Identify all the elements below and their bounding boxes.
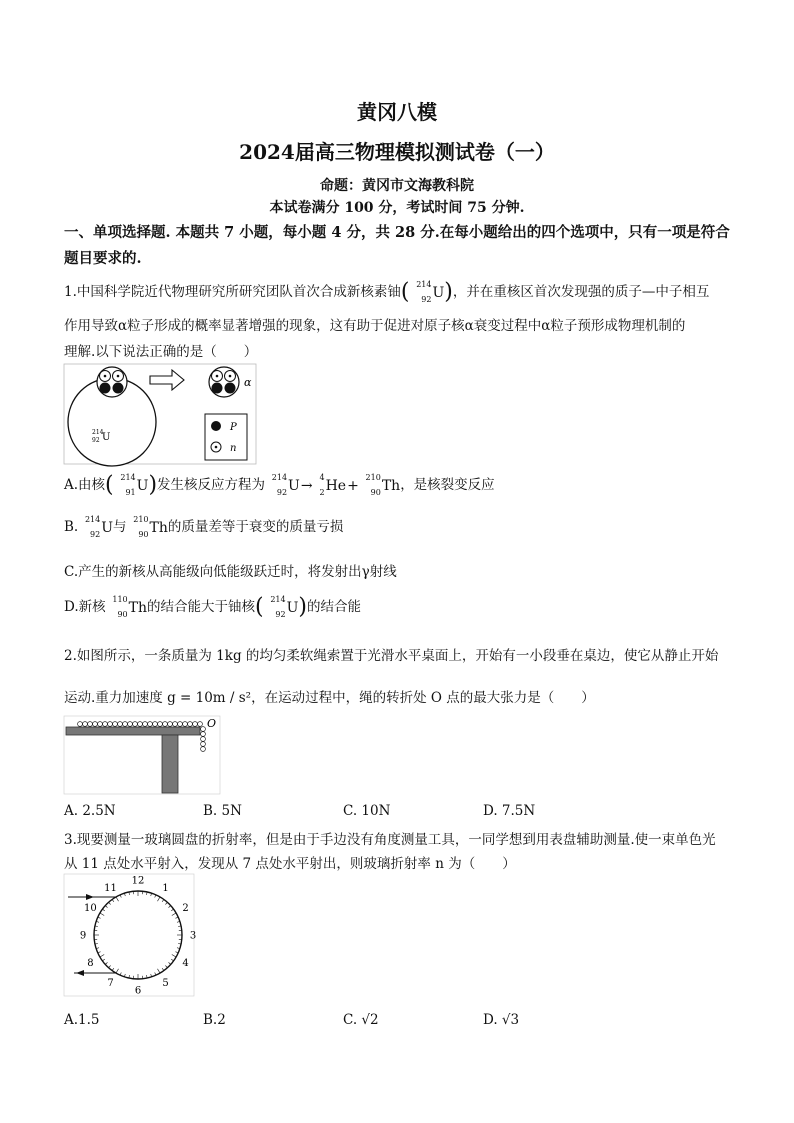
clock-tick xyxy=(172,913,176,916)
q1-stem-a: 1.中国科学院近代物理研究所研究团队首次合成新核素铀 xyxy=(64,284,401,300)
q2-option-c[interactable]: C. 10N xyxy=(343,803,391,819)
q3-option-b[interactable]: B.2 xyxy=(203,1012,226,1028)
exam-author: 命题：黄冈市文海教科院 xyxy=(320,178,474,194)
q1-stem-line1: 1.中国科学院近代物理研究所研究团队首次合成新核素铀( 214 92 U)，并在重核区首次发现强的质子—中子相互 xyxy=(64,279,710,305)
q3-clock-figure xyxy=(64,874,197,997)
exam-series-title: 黄冈八模 xyxy=(357,100,437,124)
q2-fig-label-o: O xyxy=(207,717,217,730)
q1-fig-symbol: U xyxy=(102,432,111,443)
q3-stem-b: 从 11 点处水平射入，发现从 7 点处水平射出，则玻璃折射率 n 为（ ） xyxy=(64,856,516,872)
arrow-icon xyxy=(150,370,184,390)
q1-legend-n: n xyxy=(230,443,237,454)
glass-disk xyxy=(94,891,182,979)
incident-arrow-icon xyxy=(86,894,94,900)
clock-tick xyxy=(172,955,176,958)
clock-num-5: 5 xyxy=(162,978,169,990)
exam-title: 2024届高三物理模拟测试卷（一） xyxy=(239,140,555,164)
exam-score-info: 本试卷满分 100 分，考试时间 75 分钟. xyxy=(269,200,525,216)
clock-tick xyxy=(116,897,119,901)
q1-legend-p: P xyxy=(230,422,237,433)
q2-option-a[interactable]: A. 2.5N xyxy=(64,803,116,819)
q1-option-a[interactable]: A.由核( 214 91 U)发生核反应方程为 214 92 U→ 4 2 He+ 210 90 Th，是核裂变反应 xyxy=(64,472,495,498)
q3-stem-a: 3.现要测量一玻璃圆盘的折射率，但是由于手边没有角度测量工具，一同学想到用表盘辅助测量.使一束单色光 xyxy=(64,832,716,848)
clock-num-6: 6 xyxy=(134,985,142,997)
clock-num-4: 4 xyxy=(182,958,189,969)
q1-nucleus-figure xyxy=(64,364,256,464)
q1-fig-mass: 214 xyxy=(92,429,104,436)
clock-tick xyxy=(158,969,161,973)
clock-num-2: 2 xyxy=(182,903,189,914)
q3-option-d[interactable]: D. √3 xyxy=(483,1012,520,1028)
q1-nuclide: 214 92 xyxy=(416,279,432,304)
clock-num-7: 7 xyxy=(107,978,114,990)
clock-tick xyxy=(100,955,104,958)
q1-fig-charge: 92 xyxy=(92,437,100,444)
proton-icon xyxy=(211,421,221,431)
q1-option-b[interactable]: B. 214 92 U与 210 90 Th的质量差等于衰变的质量亏损 xyxy=(64,514,344,539)
clock-tick xyxy=(100,913,104,916)
q2-option-d[interactable]: D. 7.5N xyxy=(483,803,536,819)
section-heading: 一、单项选择题. 本题共 7 小题，每小题 4 分，共 28 分.在每小题给出的四个选项中，只有一项是符合题目要求的. xyxy=(64,224,730,267)
q3-option-a[interactable]: A.1.5 xyxy=(64,1012,100,1028)
clock-num-12: 12 xyxy=(131,875,145,887)
clock-tick xyxy=(116,969,119,973)
q1-option-c[interactable]: C.产生的新核从高能级向低能级跃迁时，将发射出γ射线 xyxy=(64,564,397,580)
clock-num-9: 9 xyxy=(79,930,87,942)
exit-arrow-icon xyxy=(76,970,84,976)
q2-stem-b: 运动.重力加速度 g = 10m / s²，在运动过程中，绳的转折处 O 点的最大张力是（ ） xyxy=(64,690,595,706)
q2-stem-a: 2.如图所示，一条质量为 1kg 的均匀柔软绳索置于光滑水平桌面上，开始有一小段垂在桌边，使它从静止开始 xyxy=(64,648,719,664)
clock-num-3: 3 xyxy=(189,930,197,942)
q2-table-rope-figure xyxy=(64,716,220,794)
clock-num-10: 10 xyxy=(84,903,97,914)
clock-num-11: 11 xyxy=(104,882,117,894)
q1-stem-d: 理解.以下说法正确的是（ ） xyxy=(64,344,258,360)
q1-stem-b: ，并在重核区首次发现强的质子—中子相互 xyxy=(452,284,710,300)
clock-tick xyxy=(158,897,161,901)
q1-fig-alpha: α xyxy=(244,376,252,389)
q2-option-b[interactable]: B. 5N xyxy=(203,803,242,819)
q1-option-d[interactable]: D.新核 110 90 Th的结合能大于铀核( 214 92 U)的结合能 xyxy=(64,594,361,620)
q1-stem-c: 作用导致α粒子形成的概率显著增强的现象，这有助于促进对原子核α衰变过程中α粒子预形成物理机制的 xyxy=(64,318,686,334)
clock-num-1: 1 xyxy=(162,882,169,894)
q3-option-c[interactable]: C. √2 xyxy=(343,1012,379,1028)
clock-num-8: 8 xyxy=(87,958,94,969)
